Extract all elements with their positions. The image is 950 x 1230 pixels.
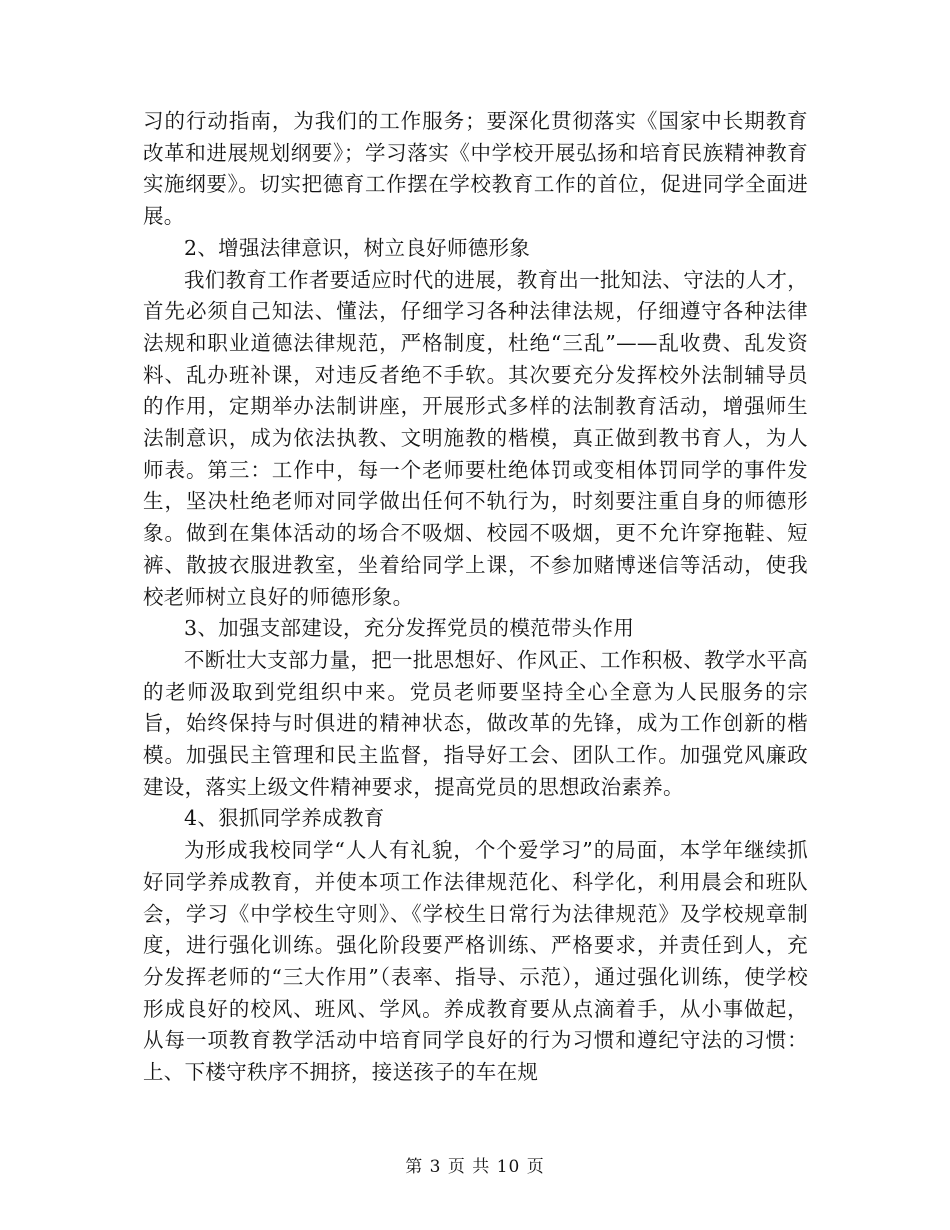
- section-heading-3: 3、加强支部建设，充分发挥党员的模范带头作用: [184, 616, 635, 641]
- paragraph-party-branch: 不断壮大支部力量，把一批思想好、作风正、工作积极、教学水平高的老师汲取到党组织中来。党员老师要坚持全心全意为人民服务的宗旨，始终保持与时俱进的精神状态，做改革的先锋，成为工作创新的楷模。加强民主管理和民主监督，指导好工会、团队工作。加强党风廉政建设，落实上级文件精神要求，提高党员的思想政治素养。: [143, 647, 808, 799]
- document-body: [143, 106, 808, 1089]
- paragraph-legal-awareness: 我们教育工作者要适应时代的进展，教育出一批知法、守法的人才，首先必须自己知法、懂法，仔细学习各种法律法规，仔细遵守各种法律法规和职业道德法律规范，严格制度，杜绝“三乱”——乱收费、乱发资料、乱办班补课，对违反者绝不手软。其次要充分发挥校外法制辅导员的作用，定期举办法制讲座，开展形式多样的法制教育活动，增强师生法制意识，成为依法执教、文明施教的楷模，真正做到教书育人，为人师表。第三：工作中，每一个老师要杜绝体罚或变相体罚同学的事件发生，坚决杜绝老师对同学做出任何不轨行为，时刻要注重自身的师德形象。做到在集体活动的场合不吸烟、校园不吸烟，更不允许穿拖鞋、短裤、散披衣服进教室，坐着给同学上课，不参加赌博迷信等活动，使我校老师树立良好的师德形象。: [143, 267, 808, 609]
- section-heading-4: 4、狠抓同学养成教育: [184, 806, 385, 831]
- paragraph-continued: 习的行动指南，为我们的工作服务；要深化贯彻落实《国家中长期教育改革和进展规划纲要》；学习落实《中学校开展弘扬和培育民族精神教育实施纲要》。切实把德育工作摆在学校教育工作的首位，促进同学全面进展。: [143, 109, 808, 229]
- paragraph-habit-education: 为形成我校同学“人人有礼貌，个个爱学习”的局面，本学年继续抓好同学养成教育，并使本项工作法律规范化、科学化，利用晨会和班队会，学习《中学校生守则》、《学校生日常行为法律规范》及学校规章制度，进行强化训练。强化阶段要严格训练、严格要求，并责任到人，充分发挥老师的“三大作用”（表率、指导、示范），通过强化训练，使学校形成良好的校风、班风、学风。养成教育要从点滴着手，从小事做起，从每一项教育教学活动中培育同学良好的行为习惯和遵纪守法的习惯：上、下楼守秩序不拥挤，接送孩子的车在规: [143, 838, 808, 1085]
- section-heading-2: 2、增强法律意识，树立良好师德形象: [184, 235, 531, 260]
- page-number-footer: 第 3 页 共 10 页: [405, 1157, 545, 1177]
